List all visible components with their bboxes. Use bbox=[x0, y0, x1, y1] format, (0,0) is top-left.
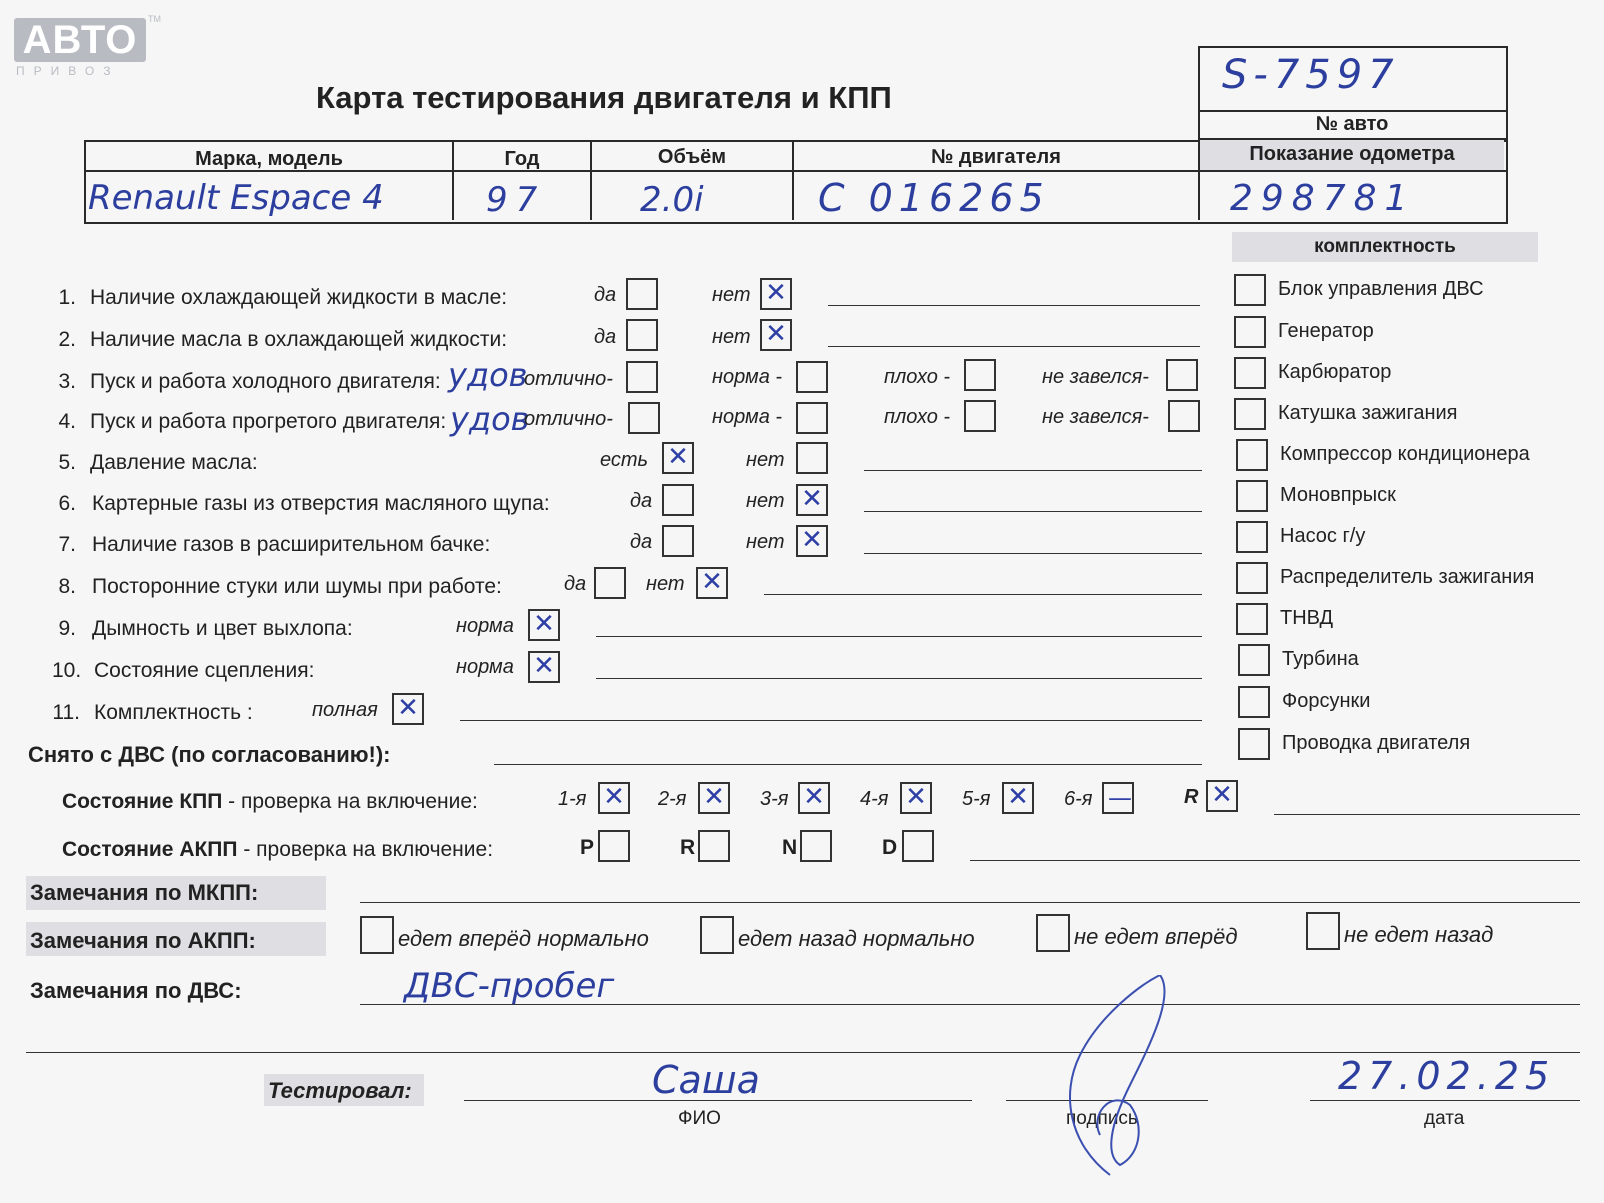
item-number: 9. bbox=[58, 617, 76, 640]
answer-line bbox=[360, 902, 1580, 903]
item-number: 11. bbox=[52, 701, 80, 724]
option-checkbox-checked[interactable] bbox=[392, 693, 424, 725]
option-label: плохо - bbox=[884, 366, 951, 388]
mode-label: N bbox=[782, 836, 798, 859]
completeness-checkbox[interactable] bbox=[1236, 603, 1268, 635]
item-text: Наличие масла в охлаждающей жидкости: bbox=[90, 328, 508, 351]
option-label: да bbox=[594, 284, 617, 306]
item-number: 8. bbox=[58, 575, 76, 598]
mode-checkbox[interactable] bbox=[698, 830, 730, 862]
gear-label: 5-я bbox=[962, 788, 991, 810]
signature-scribble bbox=[1050, 975, 1180, 1185]
mode-label: P bbox=[580, 836, 595, 859]
gear-checkbox-checked[interactable] bbox=[900, 782, 932, 814]
volume-value: 2.0i bbox=[640, 180, 704, 220]
answer-line bbox=[864, 470, 1202, 471]
mode-label: D bbox=[882, 836, 898, 859]
completeness-item: Катушка зажигания bbox=[1278, 402, 1458, 424]
answer-line bbox=[828, 305, 1200, 306]
gear-label: R bbox=[1184, 786, 1199, 808]
completeness-checkbox[interactable] bbox=[1234, 398, 1266, 430]
dash-mark: — bbox=[1108, 784, 1132, 812]
gear-checkbox-checked[interactable] bbox=[598, 782, 630, 814]
answer-line bbox=[970, 860, 1580, 861]
option-label: отлично- bbox=[524, 368, 613, 390]
answer-line bbox=[26, 1052, 1580, 1053]
option-label: нет bbox=[746, 449, 785, 471]
option-label: норма - bbox=[712, 406, 783, 428]
answer-line bbox=[864, 511, 1202, 512]
item-text: Картерные газы из отверстия масляного щупа: bbox=[92, 492, 550, 515]
col-header-engine-number: № двигателя bbox=[931, 146, 1061, 168]
akpp-remark-option: едет назад нормально bbox=[738, 926, 975, 951]
option-checkbox-checked[interactable] bbox=[662, 442, 694, 474]
answer-line bbox=[828, 346, 1200, 347]
completeness-checkbox[interactable] bbox=[1238, 686, 1270, 718]
item-text: Пуск и работа холодного двигателя: bbox=[90, 370, 441, 393]
gear-label: 1-я bbox=[558, 788, 587, 810]
fio-label: ФИО bbox=[678, 1108, 721, 1129]
completeness-checkbox[interactable] bbox=[1236, 521, 1268, 553]
item-number: 10. bbox=[52, 659, 82, 682]
kpp-label-rest: - проверка на включение: bbox=[222, 790, 478, 813]
gear-checkbox-checked[interactable] bbox=[1206, 780, 1238, 812]
model-value: Renault Espace 4 bbox=[88, 178, 384, 218]
mode-label: R bbox=[680, 836, 696, 859]
date-line bbox=[1310, 1100, 1580, 1101]
completeness-item: Моновпрыск bbox=[1280, 484, 1396, 506]
logo-subtitle: ПРИВОЗ bbox=[16, 64, 120, 78]
option-checkbox-checked[interactable] bbox=[696, 567, 728, 599]
item-number: 3. bbox=[58, 370, 76, 393]
option-checkbox-checked[interactable] bbox=[528, 609, 560, 641]
option-checkbox-checked[interactable] bbox=[528, 651, 560, 683]
date-value: 27.02.25 bbox=[1338, 1054, 1556, 1098]
date-label: дата bbox=[1424, 1108, 1465, 1129]
option-checkbox[interactable] bbox=[662, 525, 694, 557]
signature-label: подпись bbox=[1066, 1108, 1138, 1129]
mode-checkbox[interactable] bbox=[800, 830, 832, 862]
completeness-checkbox[interactable] bbox=[1234, 274, 1266, 306]
option-checkbox-checked[interactable] bbox=[796, 525, 828, 557]
completeness-item: Компрессор кондиционера bbox=[1280, 443, 1530, 465]
engine-number-value: C 016265 bbox=[818, 176, 1050, 220]
akpp-remark-option: не едет вперёд bbox=[1074, 924, 1238, 949]
answer-line bbox=[1274, 814, 1580, 815]
dvs-remarks-value: ДВС-пробег bbox=[404, 966, 615, 1006]
option-checkbox[interactable] bbox=[796, 442, 828, 474]
akpp-remark-checkbox[interactable] bbox=[1306, 912, 1340, 950]
item-number: 7. bbox=[58, 533, 76, 556]
option-checkbox[interactable] bbox=[796, 361, 828, 393]
akpp-label-rest: - проверка на включение: bbox=[237, 838, 494, 861]
gear-label: 2-я bbox=[658, 788, 687, 810]
item-text: Наличие охлаждающей жидкости в масле: bbox=[90, 286, 508, 309]
completeness-item: Проводка двигателя bbox=[1282, 732, 1471, 754]
car-number-value: S-7597 bbox=[1222, 52, 1400, 98]
option-label: да bbox=[630, 490, 653, 512]
kpp-label bbox=[62, 790, 478, 814]
item-text: Пуск и работа прогретого двигателя: bbox=[90, 410, 447, 433]
avtoprivoz-logo bbox=[14, 18, 146, 62]
option-checkbox[interactable] bbox=[964, 359, 996, 391]
completeness-checkbox[interactable] bbox=[1236, 439, 1268, 471]
option-label: есть bbox=[600, 449, 649, 471]
gear-checkbox-checked[interactable] bbox=[1002, 782, 1034, 814]
item-text: Дымность и цвет выхлопа: bbox=[92, 617, 353, 640]
option-label: нет bbox=[746, 531, 785, 553]
option-label: не завелся- bbox=[1042, 366, 1149, 388]
completeness-item: Насос г/у bbox=[1280, 525, 1366, 547]
mode-checkbox[interactable] bbox=[902, 830, 934, 862]
answer-line bbox=[360, 1004, 1580, 1005]
completeness-item: Распределитель зажигания bbox=[1280, 566, 1535, 588]
answer-line bbox=[596, 678, 1202, 679]
option-label: да bbox=[594, 326, 617, 348]
answer-line bbox=[864, 553, 1202, 554]
option-label: норма bbox=[456, 615, 514, 637]
akpp-remark-checkbox[interactable] bbox=[360, 916, 394, 954]
gear-label: 6-я bbox=[1064, 788, 1093, 810]
completeness-checkbox[interactable] bbox=[1238, 644, 1270, 676]
handwritten-note: удов bbox=[450, 400, 530, 438]
item-text: Наличие газов в расширительном бачке: bbox=[92, 533, 491, 556]
item-number: 1. bbox=[58, 286, 76, 309]
item-text: Посторонние стуки или шумы при работе: bbox=[92, 575, 502, 598]
item-number: 6. bbox=[58, 492, 76, 515]
completeness-checkbox[interactable] bbox=[1238, 728, 1270, 760]
completeness-title: комплектность bbox=[1314, 236, 1456, 257]
option-checkbox[interactable] bbox=[628, 402, 660, 434]
odometer-value: 298781 bbox=[1230, 178, 1416, 219]
dvs-remarks-label: Замечания по ДВС: bbox=[30, 978, 242, 1003]
option-checkbox-checked[interactable] bbox=[760, 278, 792, 310]
akpp-remarks-label: Замечания по АКПП: bbox=[30, 928, 256, 953]
item-number: 4. bbox=[58, 410, 76, 433]
option-label: нет bbox=[646, 573, 685, 595]
option-label: норма - bbox=[712, 366, 783, 388]
option-label: норма bbox=[456, 656, 514, 678]
item-text: Давление масла: bbox=[90, 451, 258, 474]
col-header-odometer: Показание одометра bbox=[1249, 143, 1455, 165]
tester-name-value: Саша bbox=[652, 1058, 760, 1102]
gear-label: 4-я bbox=[860, 788, 889, 810]
option-label: отлично- bbox=[524, 408, 613, 430]
mkpp-remarks-label: Замечания по МКПП: bbox=[30, 880, 259, 905]
year-value: 97 bbox=[486, 180, 546, 220]
akpp-remark-option: едет вперёд нормально bbox=[398, 926, 649, 951]
akpp-remark-checkbox[interactable] bbox=[700, 916, 734, 954]
mode-checkbox[interactable] bbox=[598, 830, 630, 862]
gear-label: 3-я bbox=[760, 788, 789, 810]
logo-tm: TM bbox=[148, 14, 161, 24]
option-checkbox[interactable] bbox=[626, 361, 658, 393]
option-label: нет bbox=[712, 284, 751, 306]
option-checkbox[interactable] bbox=[626, 278, 658, 310]
option-label: нет bbox=[712, 326, 751, 348]
removed-label: Снято с ДВС (по согласованию!): bbox=[28, 742, 391, 767]
completeness-checkbox[interactable] bbox=[1234, 316, 1266, 348]
option-label: нет bbox=[746, 490, 785, 512]
item-number: 2. bbox=[58, 328, 76, 351]
akpp-label-bold: Состояние АКПП bbox=[62, 838, 238, 861]
answer-line bbox=[596, 636, 1202, 637]
option-checkbox[interactable] bbox=[594, 567, 626, 599]
car-number-label: № авто bbox=[1315, 113, 1389, 135]
answer-line bbox=[764, 594, 1202, 595]
completeness-item: Турбина bbox=[1282, 648, 1359, 670]
completeness-item: Генератор bbox=[1278, 320, 1374, 342]
akpp-remark-option: не едет назад bbox=[1344, 922, 1494, 947]
gear-checkbox-checked[interactable] bbox=[698, 782, 730, 814]
col-header-model: Марка, модель bbox=[195, 148, 343, 170]
answer-line bbox=[460, 720, 1202, 721]
col-header-year: Год bbox=[504, 148, 540, 170]
option-checkbox[interactable] bbox=[662, 484, 694, 516]
akpp-remark-checkbox[interactable] bbox=[1036, 914, 1070, 952]
answer-line bbox=[494, 764, 1202, 765]
kpp-label-bold: Состояние КПП bbox=[62, 790, 223, 813]
handwritten-note: удов bbox=[448, 356, 528, 394]
name-line bbox=[464, 1100, 972, 1101]
completeness-checkbox[interactable] bbox=[1236, 480, 1268, 512]
option-label: да bbox=[630, 531, 653, 553]
completeness-item: Карбюратор bbox=[1278, 361, 1392, 383]
option-checkbox[interactable] bbox=[964, 400, 996, 432]
option-label: полная bbox=[312, 699, 378, 721]
completeness-item: Блок управления ДВС bbox=[1278, 278, 1484, 300]
option-label: плохо - bbox=[884, 406, 951, 428]
option-checkbox[interactable] bbox=[1166, 359, 1198, 391]
akpp-label bbox=[62, 838, 493, 862]
gear-checkbox-checked[interactable] bbox=[798, 782, 830, 814]
completeness-checkbox[interactable] bbox=[1234, 357, 1266, 389]
option-checkbox[interactable] bbox=[626, 319, 658, 351]
completeness-item: Форсунки bbox=[1282, 690, 1371, 712]
completeness-checkbox[interactable] bbox=[1236, 562, 1268, 594]
option-checkbox[interactable] bbox=[1168, 400, 1200, 432]
option-checkbox[interactable] bbox=[796, 402, 828, 434]
gear-checkbox-dash[interactable] bbox=[1102, 782, 1134, 814]
option-checkbox-checked[interactable] bbox=[760, 319, 792, 351]
item-text: Комплектность : bbox=[94, 701, 253, 724]
col-header-volume: Объём bbox=[657, 146, 727, 168]
option-checkbox-checked[interactable] bbox=[796, 484, 828, 516]
item-number: 5. bbox=[58, 451, 76, 474]
option-label: не завелся- bbox=[1042, 406, 1149, 428]
logo-text: АВТО bbox=[22, 18, 138, 62]
item-text: Состояние сцепления: bbox=[94, 659, 315, 682]
tested-by-label: Тестировал: bbox=[268, 1078, 412, 1103]
completeness-item: ТНВД bbox=[1280, 607, 1334, 629]
option-label: да bbox=[564, 573, 587, 595]
page-title: Карта тестирования двигателя и КПП bbox=[316, 80, 892, 115]
